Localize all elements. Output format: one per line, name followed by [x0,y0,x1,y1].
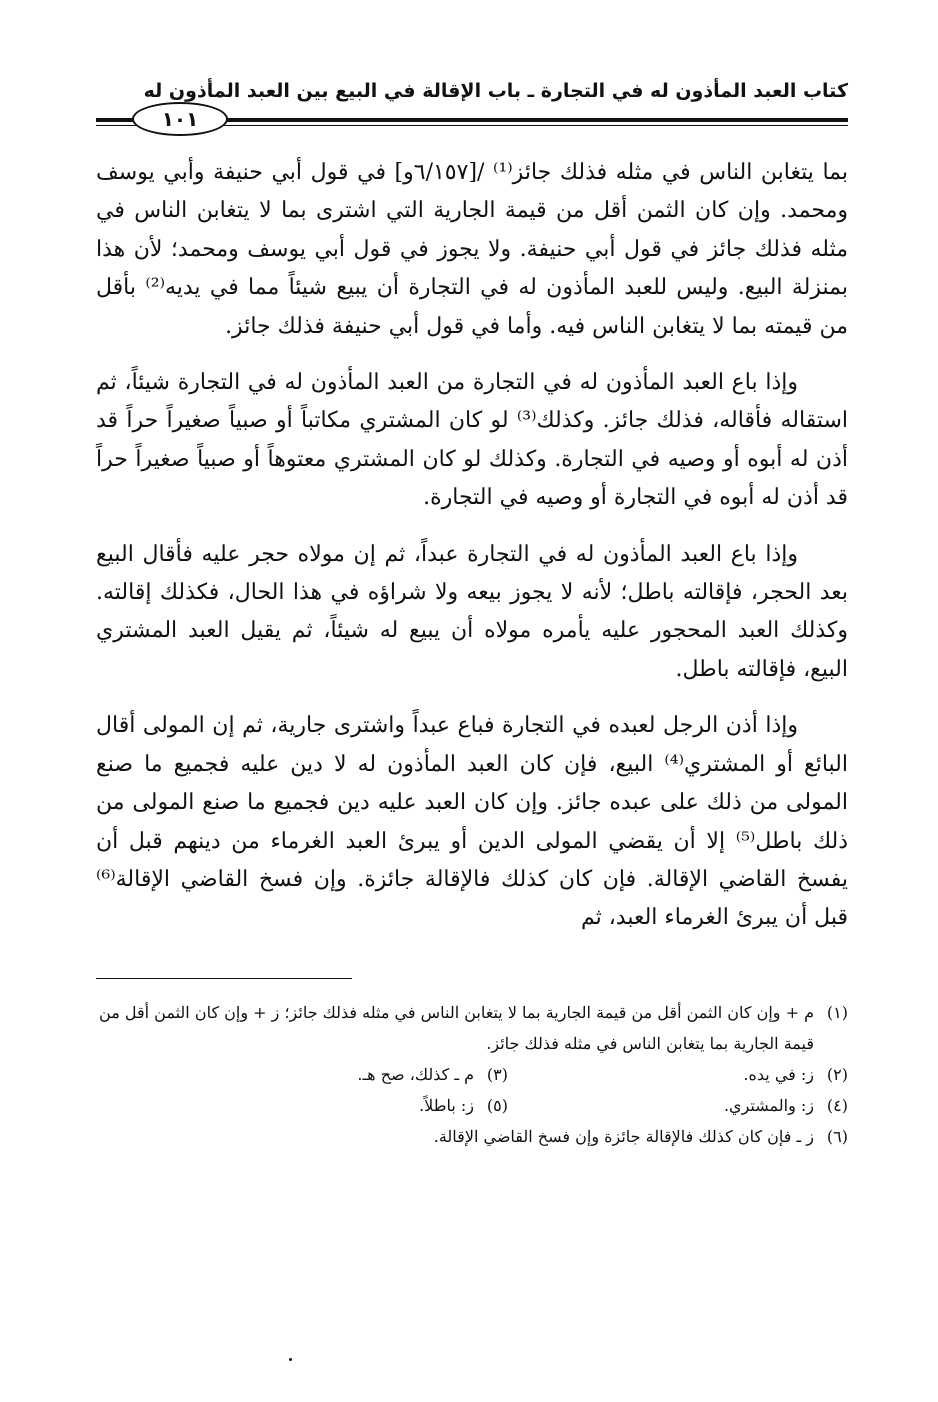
footnote-row-2-3 [96,1059,848,1090]
footnote-5 [168,1090,508,1121]
footnote-separator [96,978,352,979]
stray-mark [289,1358,292,1361]
footnote-text: ز ـ فإن كان كذلك فالإقالة جائزة وإن فسخ القاضي الإقالة. [433,1126,814,1146]
footnote-text: م + وإن كان الثمن أقل من قيمة الجارية بما لا يتغابن الناس في مثله فذلك جائز؛ ز + وإن كان الثمن أقل من قيمة الجارية بما يتغابن الناس في مثله فذلك جائز. [99,1002,814,1053]
footnote-number: (٤) [826,1095,848,1115]
book-page [96,70,848,1370]
main-text [96,154,848,938]
footnote-3 [168,1059,508,1090]
footnote-number: (٢) [826,1064,848,1084]
footnote-number: (٣) [486,1064,508,1084]
page-number: ١٠١ [132,102,228,136]
footnote-number: (٦) [826,1126,848,1146]
paragraph-2: وإذا باع العبد المأذون له في التجارة من العبد المأذون له في التجارة شيئاً، ثم استقاله فأقاله، فذلك جائز. وكذلك⁽³⁾ لو كان المشتري مكاتباً أو صبياً صغيراً حراً قد أذن له أبوه أو وصيه في التجارة. وكذلك لو كان المشتري معتوهاً أو صبياً صغيراً حراً قد أذن له أبوه في التجارة أو وصيه في التجارة. [96,370,849,511]
footnote-1 [96,997,848,1059]
paragraph-3: وإذا باع العبد المأذون له في التجارة عبداً، ثم إن مولاه حجر عليه فأقال البيع بعد الحجر، فإقالته باطل؛ لأنه لا يجوز بيعه ولا شراؤه في هذا الحال، فكذلك إقالته. وكذلك العبد المحجور عليه يأمره مولاه أن يبيع له شيئاً، ثم يقيل العبد المشتري البيع، فإقالته باطل. [96,541,848,682]
footnote-number: (١) [826,1002,848,1022]
footnote-2 [508,1059,848,1090]
paragraph-1: بما يتغابن الناس في مثله فذلك جائز⁽¹⁾ /[٦/١٥٧و] في قول أبي حنيفة وأبي يوسف ومحمد. وإن كان الثمن أقل من قيمة الجارية التي اشترى بما لا يتغابن الناس في مثله فذلك جائز في قول أبي حنيفة. ولا يجوز في قول أبي يوسف ومحمد؛ لأن هذا بمنزلة البيع. وليس للعبد المأذون له في التجارة أن يبيع شيئاً مما في يديه⁽²⁾ بأقل من قيمته بما لا يتغابن الناس فيه. وأما في قول أبي حنيفة فذلك جائز. [96,160,848,339]
footnote-number: (٥) [486,1095,508,1115]
running-title: كتاب العبد المأذون له في التجارة ـ باب الإقالة في البيع بين العبد المأذون له [143,80,848,102]
footnote-text: ز: في يده. [743,1064,814,1084]
footnote-4 [508,1090,848,1121]
footnote-row-4-5 [96,1090,848,1121]
paragraph-4: وإذا أذن الرجل لعبده في التجارة فباع عبداً واشترى جارية، ثم إن المولى أقال البائع أو المشتري⁽⁴⁾ البيع، فإن كان العبد المأذون له لا دين عليه فجميع ما صنع المولى من ذلك على عبده جائز. وإن كان العبد عليه دين فجميع ما صنع المولى من ذلك باطل⁽⁵⁾ إلا أن يقضي المولى الدين أو يبرئ العبد الغرماء من دينهم قبل أن يفسخ القاضي الإقالة. فإن كان كذلك فالإقالة جائزة. وإن فسخ القاضي الإقالة⁽⁶⁾ قبل أن يبرئ الغرماء العبد، ثم [96,713,848,931]
page-header [96,70,848,132]
footnote-text: ز: والمشتري. [723,1095,814,1115]
footnote-6 [96,1121,848,1152]
footnote-text: ز: باطلاً. [419,1095,474,1115]
footnote-text: م ـ كذلك، صح هـ. [357,1064,474,1084]
footnotes [96,997,848,1152]
